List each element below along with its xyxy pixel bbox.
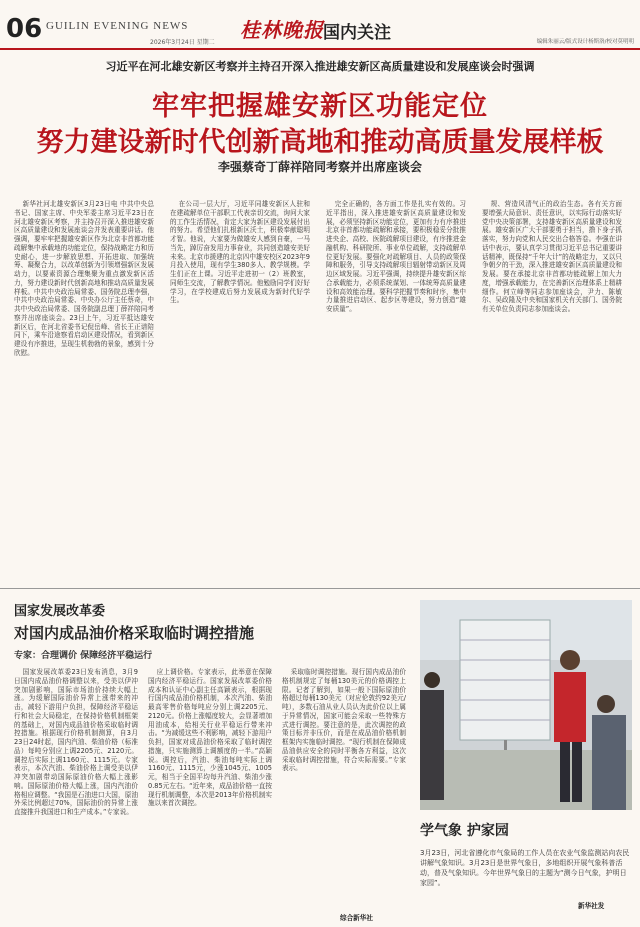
weather-station-photo <box>420 600 632 810</box>
lead-column-2: 在公司一层大厅，习近平同雄安新区人驻和在建疏解单位干部职工代表亲切交流，询问大家的工作生活情况，肯定大家为新区建设发展付出的努力。希望他们扎根新区沃土，积极奉献聪明才智。他说，大家要为做雄安人感到自豪，一马当先，踔厉奋发用力事奋业，共同创造雄安美好未来。北京市援建的北京四中雄安校区2023年9月投入使用，现有学生380多人、教学规模。学生们正在上课。习近平走进初一（2）班教室，同师生交流，了解教学情况。他勉励同学们好好学习，在学校建成后努力发展成为新时代好学生。 <box>170 200 310 305</box>
article2-subtitle: 专家：合理调价 保障经济平稳运行 <box>14 651 153 661</box>
lead-column-3: 完全正确的，各方面工作是扎实有效的。习近平指出，深入推进雄安新区高质量建设和发展，必须坚持新区功能定位，更加有力有序推进北京非首都功能疏解和承接，要积极稳妥分批推进央企、高校、医院疏解项目建设，有序推进金融机构、科研院所、事业单位疏解，支持疏解单位更好发展。要强化对疏解项目、人员的政策保障和服务，引导支持疏解项目辐射带动新区及周边区域发展。习近平强调，持续提升雄安新区综合承载能力，必须系统谋划、一体统筹高质量建设和高效能治理。要科学把握节奏和时序，集中力量推进启动区、起步区等建设，努力创造“雄安质量”。 <box>326 200 466 313</box>
article2-column-2: 应上调价格。专家表示，此举意在保障国内经济平稳运行。国家发展改革委价格成本和认证中心副主任高颖表示，根据现行国内成品油价格机制，本次汽油、柴油最高零售价格每吨应分别上调2205元、2120元。价格上涨幅度较大，会显著增加用油成本，给相关行业平稳运行带来冲击。“为减缓这些不利影响，减轻下游用户负担，国家对成品油价格采取了临时调控措施，只实施测算上调额度的一半。”高颖说。调控后，汽油、柴油每吨实际上调1160元、1115元，少涨1045元、1005元，相当于全国平均每升汽油、柴油少涨0.85元左右。“近年来，成品油价格一直按现行机制调整，本次是2013年价格机制实施以来首次调控。 <box>148 668 272 808</box>
lead-column-1: 新华社河北雄安新区3月23日电 中共中央总书记、国家主席、中央军委主席习近平23日在河北雄安新区考察，并主持召开深入推进雄安新区高质量建设和发展座谈会并发表重要讲话。他强调，要牢牢把握雄安新区作为北京非首都功能疏解集中承载地的功能定位，保持战略定力和历史耐心，进一步解放思想、开拓进取、加强统筹、凝聚合力，以改革创新为引领增强新区发展动力，以要素资源合理集聚为重点激发新区活力，努力建设新时代创新高地和推动高质量发展样板。中共中央政治局常委、国务院总理李强，中共中央政治局常委、中央办公厅主任蔡奇，中共中央政治局常委、国务院副总理丁薛祥陪同考察并出席座谈会。23日上午，习近平抵达雄安新区后，在河北省委书记倪岳峰、省长王正谱陪同下，乘车沿途察看启动区建设情况，看到新区建设有序推进，呈现生机勃勃的景象，感到十分欣慰。 <box>14 200 154 357</box>
article2-column-1: 国家发展改革委23日发布消息，3月9日国内成品油价格调整以来，受美以伊冲突加剧影响，国际市场油价持续大幅上涨。为缓解国际油价异常上涨带来的冲击，减轻下游用户负担，保障经济平稳运行和社会大局稳定，在保持价格机制框架的基础上，对国内成品油价格采取临时调控措施。根据现行价格机制测算，自3月23日24时起，国内汽油、柴油价格（标准品）每吨分别应上调2205元、2120元。调控后实际上调1160元、1115元。专家表示，本次汽油、柴油价格上调受美以伊冲突加剧带动国际原油价格大幅上涨影响。国际原油价格大幅上涨，国内汽油价格相应调整。“我国是石油进口大国，原油外采比例超过70%，国际油价的异常上涨直接推升我国进口和生产成本。”专家说。 <box>14 668 138 816</box>
issue-date: 2026年3月24日 星期二 <box>150 39 215 46</box>
article-divider <box>0 588 640 589</box>
lead-headline-2: 努力建设新时代创新高地和推动高质量发展样板 <box>36 127 604 158</box>
header-rule <box>0 48 640 50</box>
photo-caption: 3月23日，河北省遵化市气象局的工作人员在农业气象监测站向农民讲解气象知识。3月23日是世界气象日，多地组织开展气象科普活动，普及气象知识。今年世界气象日的主题为“测今日气象，护明日家园”。 <box>420 849 630 887</box>
photo-credit: 新华社发 <box>578 902 605 910</box>
editor-credits: 编辑朱丽云/版式设计杨斯洛/校对莫明明 <box>536 39 634 45</box>
section-title: 国内关注 <box>323 23 391 43</box>
lead-column-4: 规、营造风清气正的政治生态。各有关方面要增强大局意识、责任意识，以实际行动落实好党中央决策部署，支持雄安新区高质量建设和发展。雄安新区广大干部要勇于担当，撸下身子抓落实，努力向党和人民交出合格答卷。李强在讲话中表示，要认真学习贯彻习近平总书记重要讲话精神，既保持“千年大计”的战略定力，又以只争朝夕的干劲，深入推进雄安新区高质量建设和发展。要在承接北京非首都功能疏解上加大力度，增强承载能力，在完善新区治理体系上精耕细作。何立峰等同志参加座谈会，尹力、陈敏尔、吴政隆及中央和国家机关有关部门、国务院有关单位负责同志参加座谈会。 <box>482 200 622 313</box>
article2-column-3: 采取临时调控措施。现行国内成品油价格机制规定了每桶130美元的价格调控上限。记者了解到，如果一般下国际原油价格超过每桶130美元（对应伦敦约92美元/吨），多数石油从业人员认为此价位以上属于异常情况，国家可能会采取一些特殊方式进行调控。要注意的是，此次调控的政策目标并非压价，而是在成品油价格机制框架内实施临时调控。“现行机制在保障成品油供应安全的同时平衡各方利益，这次采取临时调控措施，符合实际需要。”专家表示。 <box>282 668 406 773</box>
newspaper-logo: 桂林晚报 <box>240 18 324 42</box>
page-header <box>0 0 640 50</box>
article2-headline: 对国内成品油价格采取临时调控措施 <box>14 624 255 642</box>
page-number: 06 <box>6 14 43 44</box>
article2-signature: 综合新华社 <box>340 914 373 922</box>
lead-kicker: 习近平在河北雄安新区考察并主持召开深入推进雄安新区高质量建设和发展座谈会时强调 <box>105 60 535 73</box>
photo-story-title: 学气象 护家园 <box>420 823 509 839</box>
lead-subtitle: 李强蔡奇丁薛祥陪同考察并出席座谈会 <box>217 160 422 174</box>
article2-kicker: 国家发展改革委 <box>14 604 106 619</box>
newspaper-english-name: GUILIN EVENING NEWS <box>46 20 189 32</box>
lead-headline-1: 牢牢把握雄安新区功能定位 <box>152 91 488 122</box>
